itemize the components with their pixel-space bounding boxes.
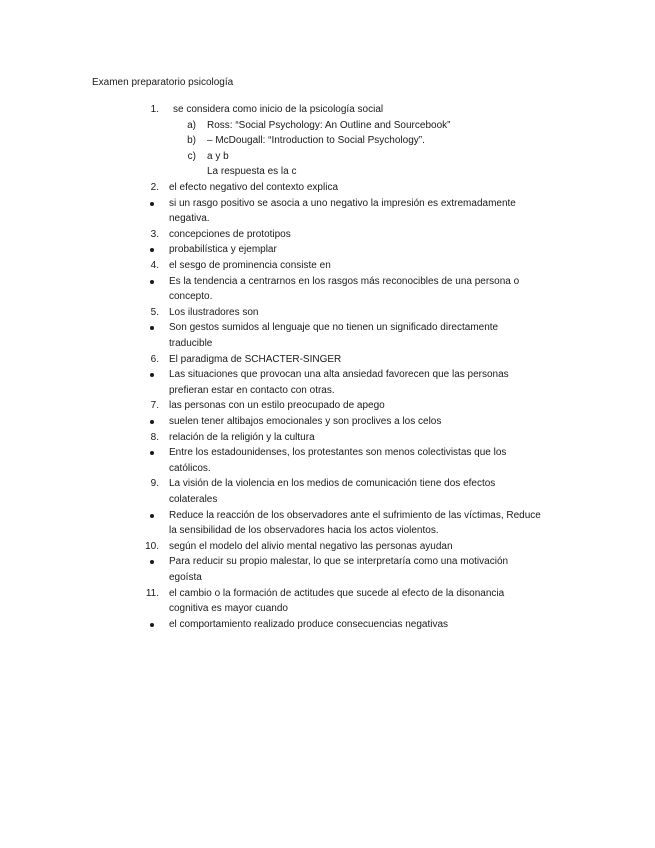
item-marker: 8. <box>150 431 159 443</box>
item-text-line: el efecto negativo del contexto explica <box>169 182 338 193</box>
item-text-line: Es la tendencia a centrarnos en los rasgos más reconocibles de una persona o <box>169 275 520 287</box>
bullet-icon <box>150 420 154 424</box>
item-marker: a) <box>187 119 196 131</box>
item-text-line: el comportamiento realizado produce consecuencias negativas <box>169 618 449 630</box>
bullet-icon <box>150 514 154 518</box>
item-text-line: relación de la religión y la cultura <box>169 431 315 443</box>
bullet-icon <box>150 248 154 252</box>
item-text-line: egoísta <box>169 572 202 583</box>
item-marker: 5. <box>150 306 159 318</box>
item-text-line: Para reducir su propio malestar, lo que se interpretaría como una motivación <box>169 556 509 568</box>
item-text-line: Ross: “Social Psychology: An Outline and Sourcebook” <box>207 119 451 131</box>
item-text-line: el cambio o la formación de actitudes que sucede al efecto de la disonancia <box>169 587 505 599</box>
item-text-line: concepciones de prototipos <box>169 228 291 240</box>
item-marker: 2. <box>150 182 159 193</box>
item-text-line: se considera como inicio de la psicología social <box>173 104 384 115</box>
item-text-line: si un rasgo positivo se asocia a uno negativo la impresión es extremadamente <box>169 197 516 209</box>
item-marker: 6. <box>150 353 159 365</box>
item-text-line: Las situaciones que provocan una alta ansiedad favorecen que las personas <box>169 369 509 381</box>
item-text-line: El paradigma de SCHACTER-SINGER <box>169 353 342 365</box>
item-text-line: Reduce la reacción de los observadores ante el sufrimiento de las víctimas, Reduce <box>169 509 541 521</box>
bullet-icon <box>150 623 154 627</box>
item-text-line: cognitiva es mayor cuando <box>169 603 288 615</box>
item-text-line: colaterales <box>169 494 218 505</box>
item-marker: 1. <box>150 104 159 115</box>
item-text-line: Los ilustradores son <box>169 306 259 318</box>
item-text-line: traducible <box>169 338 213 349</box>
bullet-icon <box>150 202 154 206</box>
item-text-line: Son gestos sumidos al lenguaje que no tienen un significado directamente <box>169 322 499 334</box>
bullet-icon <box>150 451 154 455</box>
item-marker: 10. <box>145 540 159 552</box>
item-text-line: a y b <box>207 150 229 162</box>
bullet-icon <box>150 373 154 377</box>
item-marker: 3. <box>150 228 159 240</box>
item-marker: 9. <box>150 478 159 490</box>
item-text-line: probabilística y ejemplar <box>169 244 277 256</box>
item-text-line: concepto. <box>169 291 213 303</box>
item-text-line: la sensibilidad de los observadores hacia los actos violentos. <box>169 525 439 537</box>
document-title: Examen preparatorio psicología <box>92 77 234 88</box>
item-text-line: Entre los estadounidenses, los protestantes son menos colectivistas que los <box>169 447 507 459</box>
item-text-line: según el modelo del alivio mental negativo las personas ayudan <box>169 540 453 552</box>
item-text-line: suelen tener altibajos emocionales y son proclives a los celos <box>169 416 442 427</box>
item-marker: 7. <box>150 400 159 412</box>
bullet-icon <box>150 326 154 330</box>
item-text-line: católicos. <box>169 462 211 474</box>
item-text-line: el sesgo de prominencia consiste en <box>169 260 331 271</box>
item-marker: 11. <box>145 587 159 599</box>
item-marker: c) <box>187 150 196 162</box>
item-text-line: – McDougall: “Introduction to Social Psychology”. <box>207 135 425 147</box>
item-text-line: prefieran estar en contacto con otras. <box>169 384 335 396</box>
item-marker: 4. <box>150 260 159 271</box>
item-text-line: La visión de la violencia en los medios de comunicación tiene dos efectos <box>169 478 496 490</box>
bullet-icon <box>150 280 154 284</box>
item-marker: b) <box>187 135 196 147</box>
item-text-line: las personas con un estilo preocupado de apego <box>169 400 385 412</box>
item-text-line: negativa. <box>169 213 210 225</box>
bullet-icon <box>150 560 154 564</box>
item-text-line: La respuesta es la c <box>207 166 297 178</box>
